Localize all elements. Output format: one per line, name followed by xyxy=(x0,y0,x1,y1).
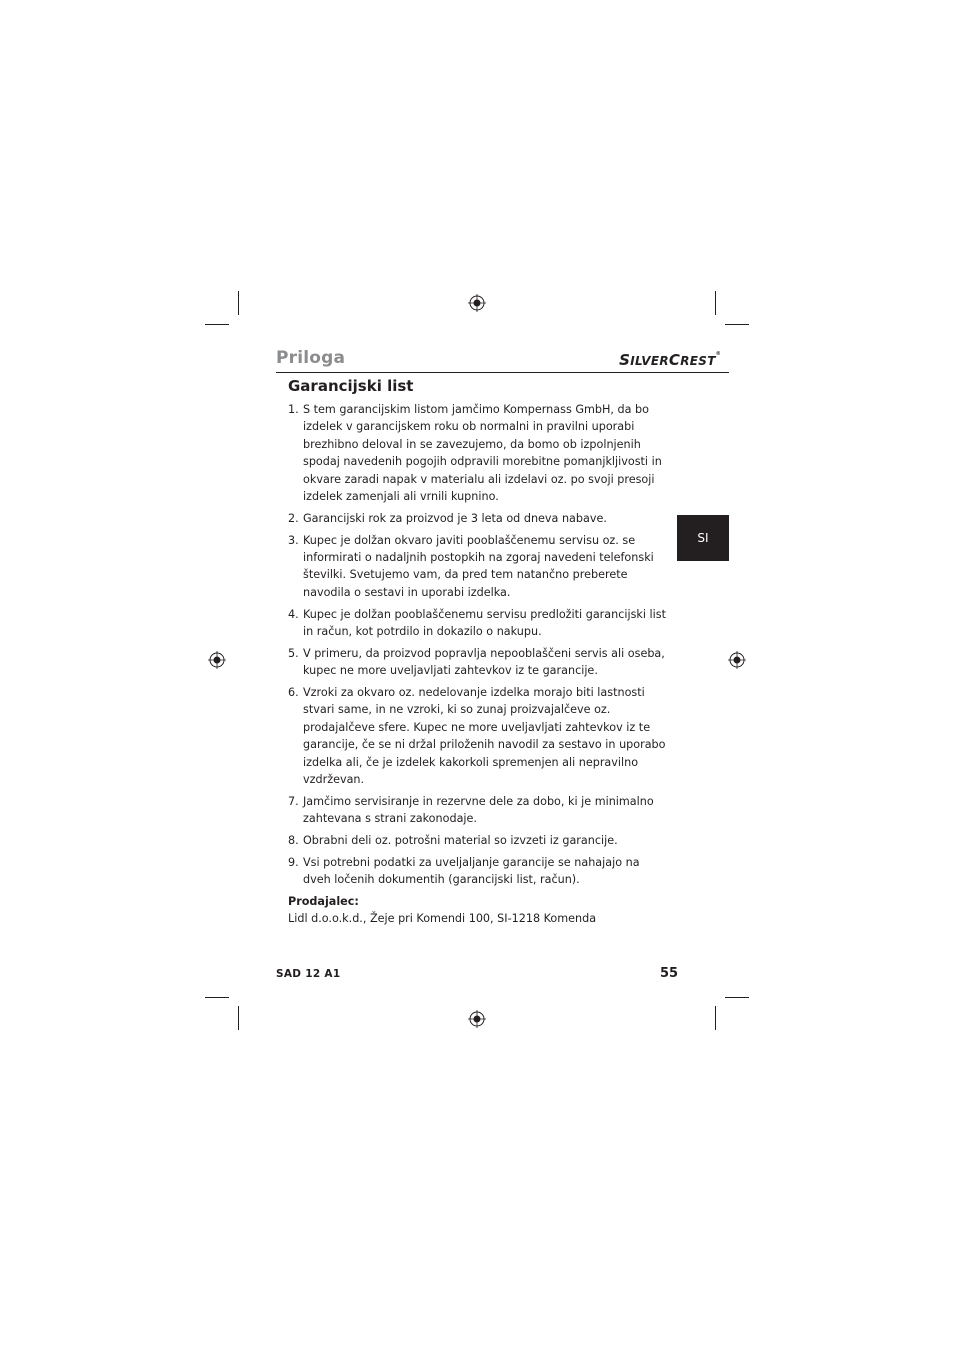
model-number: SAD 12 A1 xyxy=(276,968,341,980)
list-item: 2. Garancijski rok za proizvod je 3 leta od dneva nabave. xyxy=(288,511,607,525)
list-item: 5. V primeru, da proizvod popravlja nepooblaščeni servis ali oseba, kupec ne more uveljavljati zahtevkov iz te garancije. xyxy=(288,646,665,678)
crop-mark xyxy=(238,291,239,315)
warranty-terms-list xyxy=(288,401,668,889)
crop-mark xyxy=(238,1006,239,1030)
registration-mark-icon xyxy=(468,294,486,312)
crop-mark xyxy=(715,1006,716,1030)
registration-mark-icon xyxy=(208,651,226,669)
page-title: Garancijski list xyxy=(288,377,414,395)
crop-mark xyxy=(725,997,749,998)
seller-address: Lidl d.o.o.k.d., Žeje pri Komendi 100, SI-1218 Komenda xyxy=(288,912,597,926)
list-item: 6. Vzroki za okvaro oz. nedelovanje izdelka morajo biti lastnosti stvari same, in ne vzroki, ki so zunaj proizvajalčeve oz. prodajalčeve sfere. Kupec ne more uveljavljati zahtevkov iz te garancije, če se ni držal priloženih navodil za sestavo in uporabo izdelka ali, če je izdelek kakorkoli spremenjen ali nepravilno vzdrževan. xyxy=(288,686,666,787)
list-item: 7. Jamčimo servisiranje in rezervne dele za dobo, ki je minimalno zahtevana s strani zakonodaje. xyxy=(288,794,654,826)
section-title: Priloga xyxy=(276,348,346,368)
registration-mark-icon xyxy=(468,1010,486,1028)
crop-mark xyxy=(715,291,716,315)
seller-info xyxy=(288,893,668,928)
crop-mark xyxy=(205,324,229,325)
crop-mark xyxy=(725,324,749,325)
list-item: 9. Vsi potrebni podatki za uveljaljanje garancije se nahajajo na dveh ločenih dokumentih (garancijski list, račun). xyxy=(288,855,640,887)
list-item: 4. Kupec je dolžan pooblaščenemu servisu predložiti garancijski list in račun, kot potrdilo in dokazilo o nakupu. xyxy=(288,607,666,639)
seller-label: Prodajalec: xyxy=(288,895,359,909)
crop-mark xyxy=(205,997,229,998)
page-number: 55 xyxy=(660,966,679,981)
list-item: 1. S tem garancijskim listom jamčimo Kompernass GmbH, da bo izdelek v garancijskem roku ob normalni in pravilni uporabi brezhibno deloval in se zavezujemo, da bomo ob izpolnjenih spodaj navedenih pogojih odpravili morebitne pomanjkljivosti in okvare zaradi napak v materialu ali izdelavi oz. po svoji presoji izdelek zamenjali ali vrnili kupnino. xyxy=(288,403,662,504)
registration-mark-icon xyxy=(728,651,746,669)
list-item: 3. Kupec je dolžan okvaro javiti pooblaščenemu servisu oz. se informirati o nadaljnih postopkih na zgoraj navedeni telefonski številki. Svetujemo vam, da pred tem natančno preberete navodila o sestavi in uporabi izdelka. xyxy=(288,533,654,599)
list-item: 8. Obrabni deli oz. potrošni material so izvzeti iz garancije. xyxy=(288,834,618,848)
warranty-section xyxy=(288,376,668,928)
language-tab: SI xyxy=(677,515,729,561)
page-header xyxy=(276,346,729,373)
brand-logo: SILVERCREST® xyxy=(619,351,721,369)
